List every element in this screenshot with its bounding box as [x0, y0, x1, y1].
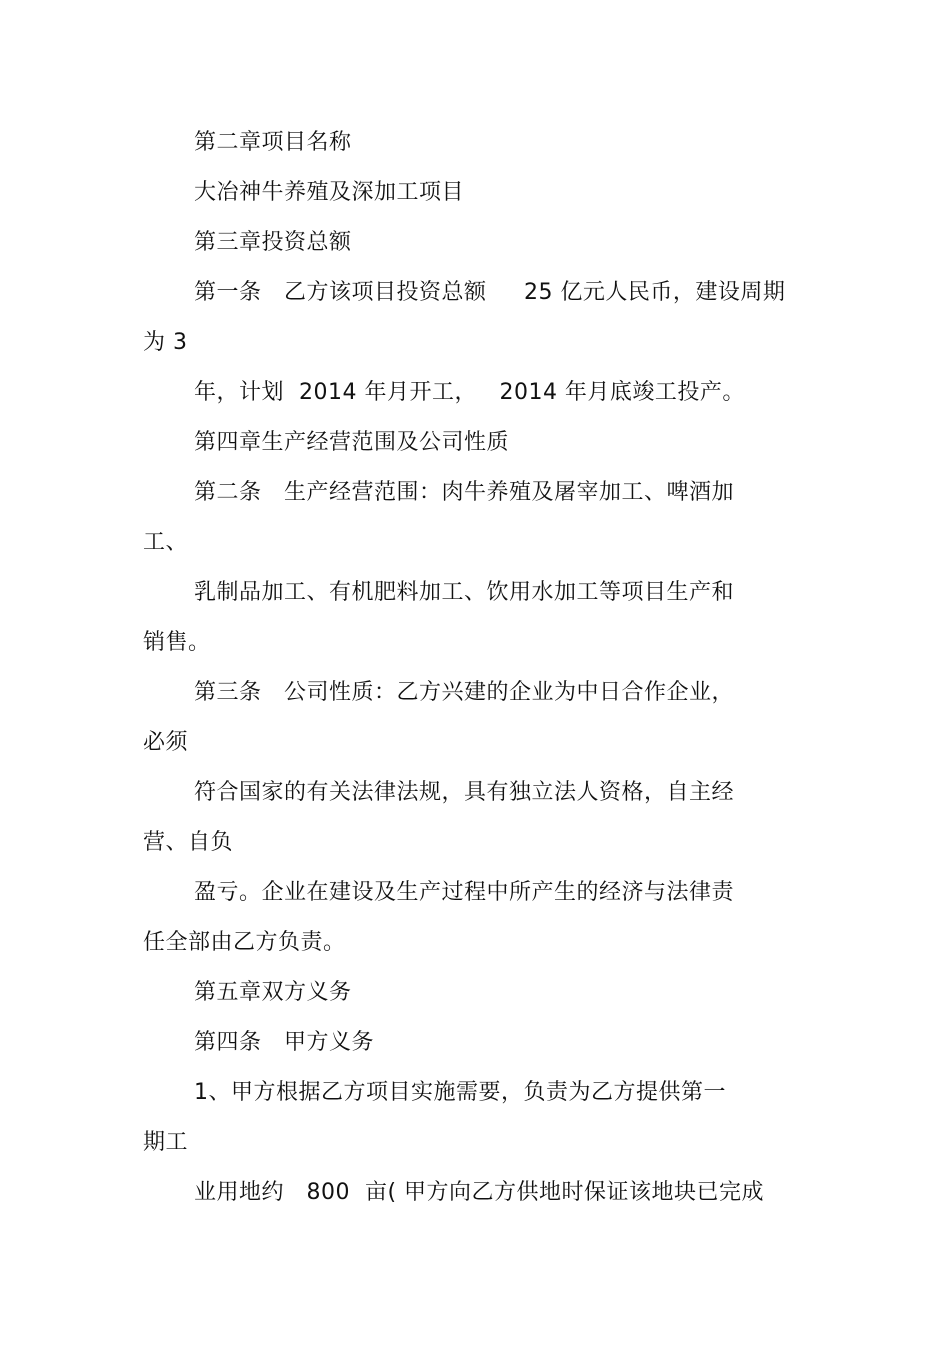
article-3-line-4: 营、自负 — [143, 830, 234, 855]
article-4-item-1-line-1: 1、甲方根据乙方项目实施需要，负责为乙方提供第一 — [194, 1080, 726, 1105]
article-3-line-1: 第三条 公司性质：乙方兴建的企业为中日合作企业， — [194, 680, 734, 705]
chapter-2-heading: 第二章项目名称 — [194, 130, 352, 155]
chapter-4-heading: 第四章生产经营范围及公司性质 — [194, 430, 510, 455]
article-2-line-1: 第二条 生产经营范围：肉牛养殖及屠宰加工、啤酒加 — [194, 480, 734, 505]
article-3-line-6: 任全部由乙方负责。 — [143, 930, 346, 955]
article-1-line-1: 第一条 乙方该项目投资总额 25 亿元人民币，建设周期 — [194, 280, 786, 305]
article-1-line-2: 为 3 — [143, 330, 188, 355]
chapter-3-heading: 第三章投资总额 — [194, 230, 352, 255]
article-2-line-2: 工、 — [143, 530, 189, 555]
article-3-line-5: 盈亏。企业在建设及生产过程中所产生的经济与法律责 — [194, 880, 735, 905]
article-3-line-3: 符合国家的有关法律法规，具有独立法人资格，自主经 — [194, 780, 735, 805]
article-3-line-2: 必须 — [143, 730, 189, 755]
project-name: 大冶神牛养殖及深加工项目 — [194, 180, 465, 205]
chapter-5-heading: 第五章双方义务 — [194, 980, 352, 1005]
article-2-line-4: 销售。 — [143, 630, 211, 655]
article-1-line-3: 年，计划 2014 年月开工， 2014 年月底竣工投产。 — [194, 380, 745, 405]
article-4-item-1-line-2: 期工 — [143, 1130, 189, 1155]
document-body — [0, 118, 950, 1218]
article-4-item-1-line-3: 业用地约 800 亩( 甲方向乙方供地时保证该地块已完成 — [194, 1180, 765, 1205]
article-4-heading: 第四条 甲方义务 — [194, 1030, 374, 1055]
article-2-line-3: 乳制品加工、有机肥料加工、饮用水加工等项目生产和 — [194, 580, 735, 605]
